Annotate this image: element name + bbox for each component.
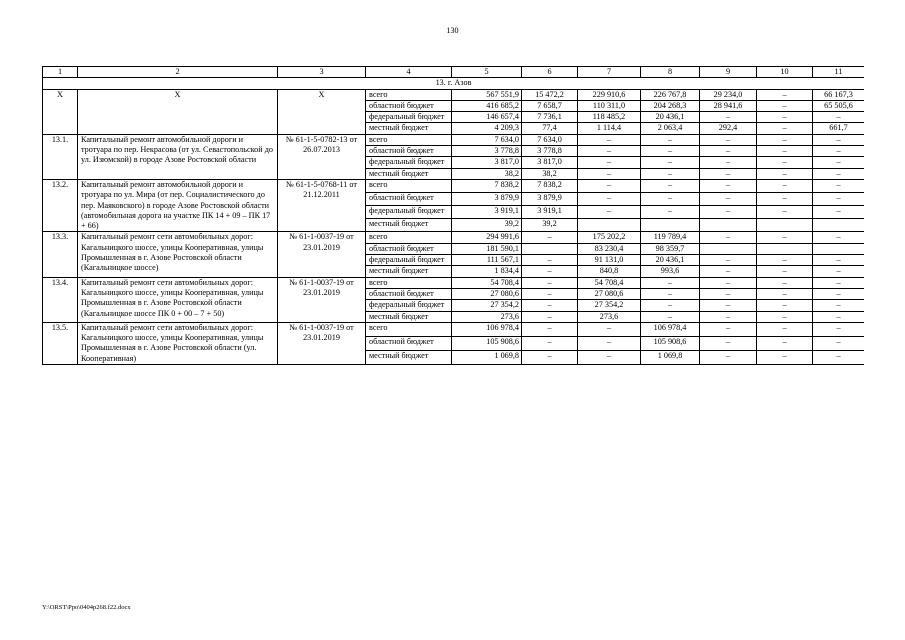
- amount-cell: –: [813, 311, 865, 322]
- amount-cell: 3 919,1: [522, 206, 578, 219]
- amount-cell: [813, 219, 865, 232]
- amount-cell: –: [641, 179, 700, 192]
- amount-cell: 273,6: [452, 311, 522, 322]
- amount-cell: –: [641, 146, 700, 157]
- amount-cell: –: [641, 206, 700, 219]
- amount-cell: –: [813, 336, 865, 350]
- amount-cell: 29 234,0: [700, 89, 757, 100]
- amount-cell: –: [813, 193, 865, 206]
- column-number: 8: [641, 67, 700, 78]
- amount-cell: –: [641, 277, 700, 288]
- budget-table: [42, 66, 864, 596]
- amount-cell: –: [700, 300, 757, 311]
- amount-cell: –: [700, 288, 757, 299]
- amount-cell: –: [813, 288, 865, 299]
- amount-cell: 106 978,4: [641, 322, 700, 336]
- amount-cell: –: [813, 255, 865, 266]
- amount-cell: –: [578, 146, 641, 157]
- item-name: Капитальный ремонт сети автомобильных дорог: Кагальницкого шоссе, улицы Кооперативная, улицы Промышленная в г. Азове Ростовской области (Кагальницкое шоссе ПК 0 + 00 – 7 + 50): [78, 277, 278, 322]
- amount-cell: 54 708,4: [452, 277, 522, 288]
- amount-cell: –: [578, 322, 641, 336]
- project-document: № 61-1-5-0782-13 от 26.07.2013: [278, 134, 366, 179]
- amount-cell: 7 658,7: [522, 100, 578, 111]
- amount-cell: [700, 243, 757, 254]
- funding-source: местный бюджет: [366, 123, 452, 134]
- amount-cell: 77,4: [522, 123, 578, 134]
- funding-source: федеральный бюджет: [366, 300, 452, 311]
- amount-cell: 292,4: [700, 123, 757, 134]
- amount-cell: –: [578, 193, 641, 206]
- amount-cell: 294 991,6: [452, 232, 522, 243]
- amount-cell: 416 685,2: [452, 100, 522, 111]
- amount-cell: 567 551,9: [452, 89, 522, 100]
- amount-cell: 91 131,0: [578, 255, 641, 266]
- amount-cell: 98 359,7: [641, 243, 700, 254]
- amount-cell: –: [813, 350, 865, 364]
- amount-cell: –: [578, 179, 641, 192]
- amount-cell: –: [700, 206, 757, 219]
- amount-cell: 226 767,8: [641, 89, 700, 100]
- amount-cell: –: [700, 134, 757, 145]
- amount-cell: –: [757, 193, 813, 206]
- amount-cell: –: [757, 100, 813, 111]
- amount-cell: 273,6: [578, 311, 641, 322]
- file-path-footer: Y:\ORST\Ppo\0404p268.f22.docx: [42, 604, 131, 611]
- amount-cell: –: [641, 311, 700, 322]
- amount-cell: –: [578, 157, 641, 168]
- amount-cell: –: [813, 134, 865, 145]
- amount-cell: –: [578, 168, 641, 179]
- amount-cell: 7 736,1: [522, 112, 578, 123]
- project-document: Х: [278, 89, 366, 134]
- amount-cell: 54 708,4: [578, 277, 641, 288]
- amount-cell: –: [522, 336, 578, 350]
- amount-cell: 111 567,1: [452, 255, 522, 266]
- column-number: 3: [278, 67, 366, 78]
- amount-cell: –: [813, 179, 865, 192]
- amount-cell: –: [522, 232, 578, 243]
- amount-cell: –: [757, 277, 813, 288]
- item-name: Капитальный ремонт сети автомобильных дорог: Кагальницкого шоссе, улицы Кооперативная, улицы Промышленная в г. Азове Ростовской области (Кагальницкое шоссе): [78, 232, 278, 277]
- funding-source: местный бюджет: [366, 350, 452, 364]
- amount-cell: 118 485,2: [578, 112, 641, 123]
- item-number: 13.3.: [43, 232, 78, 277]
- amount-cell: 840,8: [578, 266, 641, 277]
- amount-cell: 3 817,0: [522, 157, 578, 168]
- amount-cell: 3 919,1: [452, 206, 522, 219]
- amount-cell: –: [700, 266, 757, 277]
- item-name: Капитальный ремонт автомобильной дороги и тротуара по пер. Некрасова (от ул. Севастопольской до ул. Изюмской) в городе Азове Ростовской области: [78, 134, 278, 179]
- page-number: 130: [446, 26, 459, 35]
- amount-cell: –: [757, 350, 813, 364]
- amount-cell: 66 167,3: [813, 89, 865, 100]
- funding-source: областной бюджет: [366, 288, 452, 299]
- amount-cell: 105 908,6: [452, 336, 522, 350]
- amount-cell: –: [757, 206, 813, 219]
- amount-cell: –: [813, 157, 865, 168]
- funding-source: местный бюджет: [366, 219, 452, 232]
- amount-cell: –: [813, 277, 865, 288]
- amount-cell: –: [700, 112, 757, 123]
- amount-cell: –: [700, 277, 757, 288]
- amount-cell: –: [700, 255, 757, 266]
- amount-cell: –: [757, 168, 813, 179]
- amount-cell: 106 978,4: [452, 322, 522, 336]
- amount-cell: –: [757, 134, 813, 145]
- section-title-row: [43, 78, 865, 89]
- column-number: 11: [813, 67, 865, 78]
- amount-cell: 2 063,4: [641, 123, 700, 134]
- amount-cell: 38,2: [452, 168, 522, 179]
- item-number: Х: [43, 89, 78, 134]
- amount-cell: –: [757, 232, 813, 243]
- amount-cell: [757, 243, 813, 254]
- funding-source: местный бюджет: [366, 168, 452, 179]
- item-number: 13.4.: [43, 277, 78, 322]
- funding-source: всего: [366, 232, 452, 243]
- amount-cell: [578, 219, 641, 232]
- amount-cell: –: [700, 350, 757, 364]
- amount-cell: 3 879,9: [452, 193, 522, 206]
- amount-cell: –: [757, 179, 813, 192]
- amount-cell: 1 069,8: [452, 350, 522, 364]
- amount-cell: 3 778,8: [452, 146, 522, 157]
- amount-cell: –: [700, 179, 757, 192]
- funding-source: областной бюджет: [366, 146, 452, 157]
- amount-cell: –: [757, 311, 813, 322]
- table-row: [43, 232, 865, 243]
- amount-cell: –: [522, 266, 578, 277]
- table-row: [43, 134, 865, 145]
- amount-cell: –: [522, 255, 578, 266]
- amount-cell: –: [641, 288, 700, 299]
- amount-cell: –: [700, 193, 757, 206]
- amount-cell: –: [522, 322, 578, 336]
- funding-source: федеральный бюджет: [366, 112, 452, 123]
- amount-cell: –: [813, 206, 865, 219]
- amount-cell: 83 230,4: [578, 243, 641, 254]
- amount-cell: 661,7: [813, 123, 865, 134]
- amount-cell: –: [757, 288, 813, 299]
- column-number: 9: [700, 67, 757, 78]
- amount-cell: [757, 219, 813, 232]
- amount-cell: –: [578, 206, 641, 219]
- project-document: № 61-1-5-0768-11 от 21.12.2011: [278, 179, 366, 231]
- amount-cell: 146 657,4: [452, 112, 522, 123]
- funding-source: областной бюджет: [366, 100, 452, 111]
- amount-cell: 7 838,2: [452, 179, 522, 192]
- amount-cell: 3 778,8: [522, 146, 578, 157]
- amount-cell: –: [700, 336, 757, 350]
- item-number: 13.1.: [43, 134, 78, 179]
- column-number: 1: [43, 67, 78, 78]
- amount-cell: 39,2: [452, 219, 522, 232]
- funding-source: областной бюджет: [366, 193, 452, 206]
- column-number: 7: [578, 67, 641, 78]
- project-document: № 61-1-0037-19 от 23.01.2019: [278, 277, 366, 322]
- funding-source: федеральный бюджет: [366, 206, 452, 219]
- amount-cell: –: [522, 311, 578, 322]
- item-name: Капитальный ремонт автомобильной дороги и тротуара по ул. Мира (от пер. Социалистического до пер. Маяковского) в городе Азове Ростовской области (автомобильная дорога на участке ПК 14 + 09 – ПК 17 + 66): [78, 179, 278, 231]
- amount-cell: 119 789,4: [641, 232, 700, 243]
- amount-cell: 204 268,3: [641, 100, 700, 111]
- table-row: [43, 179, 865, 192]
- funding-source: областной бюджет: [366, 336, 452, 350]
- amount-cell: 3 879,9: [522, 193, 578, 206]
- funding-source: федеральный бюджет: [366, 157, 452, 168]
- item-name: Капитальный ремонт сети автомобильных дорог: Кагальницкого шоссе, улицы Кооперативная, улицы Промышленная в г. Азове Ростовской области (ул. Кооперативная): [78, 322, 278, 364]
- amount-cell: –: [757, 300, 813, 311]
- amount-cell: –: [578, 350, 641, 364]
- amount-cell: –: [522, 300, 578, 311]
- project-document: № 61-1-0037-19 от 23.01.2019: [278, 232, 366, 277]
- amount-cell: 105 908,6: [641, 336, 700, 350]
- amount-cell: –: [700, 322, 757, 336]
- amount-cell: –: [700, 232, 757, 243]
- amount-cell: –: [522, 277, 578, 288]
- amount-cell: –: [813, 266, 865, 277]
- column-number: 2: [78, 67, 278, 78]
- item-name: Х: [78, 89, 278, 134]
- amount-cell: –: [813, 232, 865, 243]
- amount-cell: 39,2: [522, 219, 578, 232]
- amount-cell: 1 069,8: [641, 350, 700, 364]
- funding-source: областной бюджет: [366, 243, 452, 254]
- amount-cell: –: [757, 266, 813, 277]
- column-number: 5: [452, 67, 522, 78]
- amount-cell: [522, 243, 578, 254]
- amount-cell: –: [813, 300, 865, 311]
- amount-cell: –: [813, 322, 865, 336]
- amount-cell: –: [757, 336, 813, 350]
- amount-cell: –: [813, 112, 865, 123]
- amount-cell: –: [700, 157, 757, 168]
- amount-cell: 7 634,0: [452, 134, 522, 145]
- funding-source: всего: [366, 179, 452, 192]
- table-row: [43, 277, 865, 288]
- amount-cell: 7 838,2: [522, 179, 578, 192]
- amount-cell: 181 590,1: [452, 243, 522, 254]
- amount-cell: 1 114,4: [578, 123, 641, 134]
- amount-cell: 7 634,0: [522, 134, 578, 145]
- column-number-row: [43, 67, 865, 78]
- amount-cell: –: [757, 89, 813, 100]
- amount-cell: –: [641, 134, 700, 145]
- amount-cell: –: [757, 112, 813, 123]
- amount-cell: 65 505,6: [813, 100, 865, 111]
- amount-cell: [641, 219, 700, 232]
- amount-cell: 27 080,6: [578, 288, 641, 299]
- amount-cell: 27 354,2: [452, 300, 522, 311]
- amount-cell: –: [700, 168, 757, 179]
- section-title: 13. г. Азов: [43, 78, 865, 89]
- amount-cell: –: [578, 134, 641, 145]
- amount-cell: –: [641, 157, 700, 168]
- amount-cell: –: [578, 336, 641, 350]
- amount-cell: 27 080,6: [452, 288, 522, 299]
- amount-cell: 15 472,2: [522, 89, 578, 100]
- amount-cell: 993,6: [641, 266, 700, 277]
- amount-cell: 4 209,3: [452, 123, 522, 134]
- column-number: 4: [366, 67, 452, 78]
- funding-source: всего: [366, 322, 452, 336]
- amount-cell: 27 354,2: [578, 300, 641, 311]
- table-row: [43, 322, 865, 336]
- amount-cell: –: [757, 322, 813, 336]
- amount-cell: –: [700, 311, 757, 322]
- funding-source: местный бюджет: [366, 311, 452, 322]
- amount-cell: 3 817,0: [452, 157, 522, 168]
- amount-cell: –: [813, 168, 865, 179]
- amount-cell: –: [813, 146, 865, 157]
- column-number: 6: [522, 67, 578, 78]
- amount-cell: –: [522, 350, 578, 364]
- amount-cell: –: [641, 300, 700, 311]
- amount-cell: –: [700, 146, 757, 157]
- amount-cell: 229 910,6: [578, 89, 641, 100]
- amount-cell: 20 436,1: [641, 255, 700, 266]
- amount-cell: 175 202,2: [578, 232, 641, 243]
- item-number: 13.5.: [43, 322, 78, 364]
- funding-source: федеральный бюджет: [366, 255, 452, 266]
- item-number: 13.2.: [43, 179, 78, 231]
- amount-cell: –: [757, 146, 813, 157]
- amount-cell: –: [757, 255, 813, 266]
- funding-source: всего: [366, 277, 452, 288]
- amount-cell: [700, 219, 757, 232]
- column-number: 10: [757, 67, 813, 78]
- funding-source: всего: [366, 134, 452, 145]
- funding-source: местный бюджет: [366, 266, 452, 277]
- project-document: № 61-1-0037-19 от 23.01.2019: [278, 322, 366, 364]
- amount-cell: –: [641, 193, 700, 206]
- amount-cell: 1 834,4: [452, 266, 522, 277]
- total-row: [43, 89, 865, 100]
- amount-cell: 110 311,0: [578, 100, 641, 111]
- amount-cell: [813, 243, 865, 254]
- amount-cell: 28 941,6: [700, 100, 757, 111]
- funding-source: всего: [366, 89, 452, 100]
- amount-cell: –: [757, 157, 813, 168]
- amount-cell: 38,2: [522, 168, 578, 179]
- amount-cell: –: [641, 168, 700, 179]
- amount-cell: –: [757, 123, 813, 134]
- amount-cell: 20 436,1: [641, 112, 700, 123]
- amount-cell: –: [522, 288, 578, 299]
